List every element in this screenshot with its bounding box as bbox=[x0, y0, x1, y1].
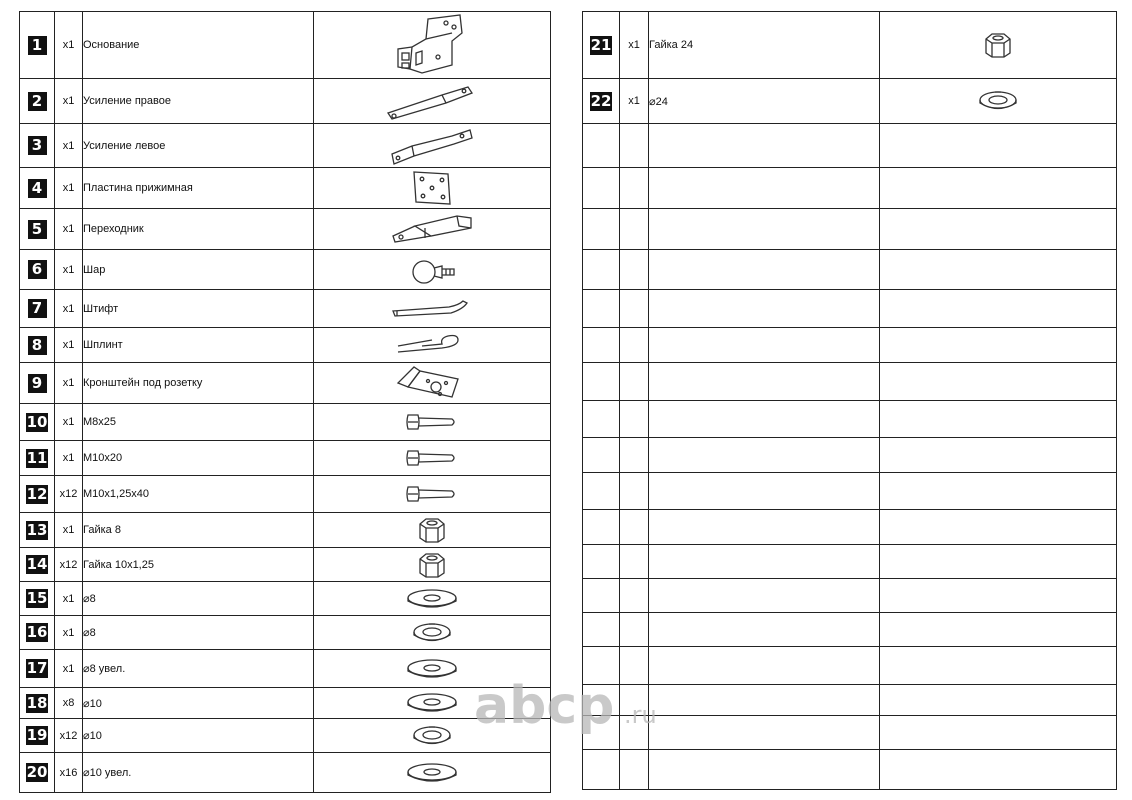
part-name-cell: M10x20 bbox=[83, 441, 314, 476]
table-row bbox=[583, 401, 1117, 438]
table-row bbox=[20, 582, 551, 616]
table-row bbox=[583, 438, 1117, 473]
part-name-cell bbox=[649, 290, 880, 328]
part-number-cell bbox=[20, 753, 55, 793]
part-name-cell: Гайка 8 bbox=[83, 513, 314, 548]
abcp-watermark bbox=[472, 675, 677, 735]
part-name-cell bbox=[649, 250, 880, 290]
part-name-cell: ⌀10 bbox=[83, 719, 314, 753]
part-number-cell bbox=[20, 616, 55, 650]
part-number-cell bbox=[583, 250, 620, 290]
part-number-cell bbox=[20, 328, 55, 363]
quantity-cell: x1 bbox=[55, 404, 83, 441]
part-name-cell: Штифт bbox=[83, 290, 314, 328]
part-name-cell: Усиление правое bbox=[83, 79, 314, 124]
quantity-cell bbox=[620, 579, 649, 613]
part-number-badge: 20 bbox=[26, 763, 48, 781]
part-name-cell: Основание bbox=[83, 12, 314, 79]
quantity-cell bbox=[620, 510, 649, 545]
part-image-cell bbox=[314, 124, 551, 168]
table-row bbox=[20, 476, 551, 513]
table-row bbox=[20, 12, 551, 79]
part-number-badge: 21 bbox=[590, 35, 612, 54]
quantity-cell: x1 bbox=[55, 441, 83, 476]
part-name-cell bbox=[649, 510, 880, 545]
part-name-cell bbox=[649, 579, 880, 613]
part-image-cell bbox=[880, 12, 1117, 79]
table-row bbox=[583, 250, 1117, 290]
part-image-cell bbox=[880, 363, 1117, 401]
bolt-icon bbox=[402, 449, 462, 466]
table-row bbox=[583, 613, 1117, 647]
part-image-cell bbox=[314, 79, 551, 124]
part-name-cell: ⌀10 bbox=[83, 688, 314, 719]
part-number-cell bbox=[20, 404, 55, 441]
part-number-badge: 12 bbox=[26, 484, 48, 503]
part-number-cell bbox=[20, 513, 55, 548]
part-image-cell bbox=[880, 250, 1117, 290]
quantity-cell: x12 bbox=[55, 548, 83, 582]
table-row bbox=[583, 12, 1117, 79]
part-number-badge: 15 bbox=[26, 589, 48, 607]
part-image-cell bbox=[314, 363, 551, 404]
part-name-cell bbox=[649, 750, 880, 790]
part-number-badge: 14 bbox=[26, 555, 48, 573]
part-image-cell bbox=[880, 124, 1117, 168]
part-number-cell bbox=[583, 168, 620, 209]
table-row bbox=[20, 688, 551, 719]
quantity-cell bbox=[620, 328, 649, 363]
table-row bbox=[583, 328, 1117, 363]
part-image-cell bbox=[880, 579, 1117, 613]
watermark-suffix: .ru bbox=[624, 701, 657, 729]
part-name-cell bbox=[649, 716, 880, 750]
part-number-cell bbox=[20, 441, 55, 476]
table-row bbox=[583, 79, 1117, 124]
part-number-cell bbox=[20, 250, 55, 290]
part-number-badge: 10 bbox=[26, 412, 48, 431]
table-row bbox=[20, 441, 551, 476]
flat-washer-icon bbox=[402, 590, 462, 607]
part-image-cell bbox=[880, 328, 1117, 363]
part-number-cell bbox=[20, 209, 55, 250]
quantity-cell bbox=[620, 613, 649, 647]
part-name-cell bbox=[649, 545, 880, 579]
part-number-cell bbox=[583, 79, 620, 124]
clamping-plate-icon bbox=[402, 179, 462, 196]
part-name-cell: ⌀8 bbox=[83, 582, 314, 616]
table-row bbox=[583, 510, 1117, 545]
part-name-cell: Кронштейн под розетку bbox=[83, 363, 314, 404]
quantity-cell: x1 bbox=[55, 209, 83, 250]
part-image-cell bbox=[314, 404, 551, 441]
part-name-cell: ⌀10 увел. bbox=[83, 753, 314, 793]
quantity-cell: x1 bbox=[55, 290, 83, 328]
table-row bbox=[20, 124, 551, 168]
part-image-cell bbox=[314, 753, 551, 793]
table-row bbox=[20, 404, 551, 441]
part-image-cell bbox=[314, 250, 551, 290]
quantity-cell: x1 bbox=[55, 168, 83, 209]
part-number-cell bbox=[20, 168, 55, 209]
part-image-cell bbox=[314, 209, 551, 250]
part-number-cell bbox=[583, 613, 620, 647]
part-number-cell bbox=[20, 582, 55, 616]
part-image-cell bbox=[880, 473, 1117, 510]
part-number-badge: 17 bbox=[26, 659, 48, 677]
table-row bbox=[20, 616, 551, 650]
table-row bbox=[20, 548, 551, 582]
part-name-cell bbox=[649, 401, 880, 438]
quantity-cell: x1 bbox=[55, 582, 83, 616]
part-image-cell bbox=[880, 438, 1117, 473]
part-image-cell bbox=[880, 647, 1117, 685]
part-number-cell bbox=[583, 579, 620, 613]
quantity-cell: x1 bbox=[55, 363, 83, 404]
nut-icon bbox=[978, 36, 1018, 53]
right-reinforcement-icon bbox=[382, 92, 482, 109]
part-number-cell bbox=[583, 124, 620, 168]
part-image-cell bbox=[880, 168, 1117, 209]
quantity-cell bbox=[620, 545, 649, 579]
part-number-cell bbox=[583, 363, 620, 401]
part-image-cell bbox=[314, 616, 551, 650]
table-row bbox=[20, 513, 551, 548]
part-number-badge: 8 bbox=[28, 336, 47, 355]
part-name-cell: Шплинт bbox=[83, 328, 314, 363]
part-number-badge: 9 bbox=[28, 374, 47, 393]
part-image-cell bbox=[880, 613, 1117, 647]
part-name-cell: Гайка 24 bbox=[649, 12, 880, 79]
part-name-cell: M10x1,25x40 bbox=[83, 476, 314, 513]
quantity-cell bbox=[620, 438, 649, 473]
quantity-cell: x1 bbox=[55, 328, 83, 363]
table-row bbox=[583, 363, 1117, 401]
table-row bbox=[583, 473, 1117, 510]
table-row bbox=[20, 753, 551, 793]
part-number-badge: 4 bbox=[28, 179, 47, 198]
bolt-icon bbox=[402, 413, 462, 430]
part-number-badge: 2 bbox=[28, 92, 47, 111]
part-name-cell bbox=[649, 124, 880, 168]
part-number-cell bbox=[583, 473, 620, 510]
parts-table-right bbox=[582, 11, 1117, 790]
part-number-badge: 22 bbox=[590, 91, 612, 110]
part-number-cell bbox=[20, 688, 55, 719]
base-bracket-icon bbox=[382, 36, 482, 53]
part-image-cell bbox=[314, 290, 551, 328]
part-image-cell bbox=[880, 716, 1117, 750]
part-name-cell: Усиление левое bbox=[83, 124, 314, 168]
quantity-cell: x1 bbox=[55, 250, 83, 290]
socket-bracket-icon bbox=[392, 374, 472, 391]
table-row bbox=[20, 209, 551, 250]
quantity-cell: x1 bbox=[55, 124, 83, 168]
part-number-badge: 13 bbox=[26, 520, 48, 539]
part-name-cell bbox=[649, 647, 880, 685]
part-name-cell bbox=[649, 613, 880, 647]
part-number-cell bbox=[583, 545, 620, 579]
part-number-badge: 16 bbox=[26, 623, 48, 641]
part-number-cell bbox=[583, 12, 620, 79]
part-number-cell bbox=[20, 476, 55, 513]
part-number-cell bbox=[583, 328, 620, 363]
part-image-cell bbox=[880, 290, 1117, 328]
table-row bbox=[20, 363, 551, 404]
table-row bbox=[583, 290, 1117, 328]
quantity-cell: x1 bbox=[55, 650, 83, 688]
part-number-cell bbox=[583, 510, 620, 545]
quantity-cell bbox=[620, 290, 649, 328]
quantity-cell: x1 bbox=[55, 513, 83, 548]
table-row bbox=[20, 250, 551, 290]
spring-washer-icon bbox=[407, 624, 457, 641]
quantity-cell bbox=[620, 209, 649, 250]
left-reinforcement-icon bbox=[382, 137, 482, 154]
table-row bbox=[583, 124, 1117, 168]
quantity-cell: x1 bbox=[620, 12, 649, 79]
part-image-cell bbox=[880, 685, 1117, 716]
table-row bbox=[583, 209, 1117, 250]
part-number-cell bbox=[20, 719, 55, 753]
part-image-cell bbox=[314, 441, 551, 476]
table-row bbox=[20, 650, 551, 688]
nut-icon bbox=[412, 521, 452, 538]
part-number-cell bbox=[20, 548, 55, 582]
table-row bbox=[20, 168, 551, 209]
part-number-badge: 11 bbox=[26, 448, 48, 467]
part-image-cell bbox=[880, 79, 1117, 124]
part-image-cell bbox=[880, 209, 1117, 250]
quantity-cell: x1 bbox=[55, 616, 83, 650]
quantity-cell: x12 bbox=[55, 719, 83, 753]
part-name-cell bbox=[649, 209, 880, 250]
part-number-cell bbox=[583, 750, 620, 790]
part-number-badge: 19 bbox=[26, 726, 48, 744]
part-number-cell bbox=[583, 209, 620, 250]
adapter-icon bbox=[387, 220, 477, 237]
part-image-cell bbox=[880, 401, 1117, 438]
part-image-cell bbox=[880, 750, 1117, 790]
part-image-cell bbox=[314, 328, 551, 363]
quantity-cell bbox=[620, 401, 649, 438]
quantity-cell bbox=[620, 124, 649, 168]
part-name-cell bbox=[649, 473, 880, 510]
part-number-cell bbox=[20, 650, 55, 688]
table-row bbox=[583, 750, 1117, 790]
part-name-cell: Переходник bbox=[83, 209, 314, 250]
quantity-cell: x12 bbox=[55, 476, 83, 513]
part-image-cell bbox=[314, 476, 551, 513]
part-name-cell bbox=[649, 168, 880, 209]
quantity-cell: x16 bbox=[55, 753, 83, 793]
part-name-cell: Пластина прижимная bbox=[83, 168, 314, 209]
part-image-cell bbox=[314, 168, 551, 209]
part-number-cell bbox=[20, 124, 55, 168]
quantity-cell: x1 bbox=[55, 12, 83, 79]
quantity-cell bbox=[620, 473, 649, 510]
flat-washer-icon bbox=[402, 694, 462, 711]
part-number-cell bbox=[20, 12, 55, 79]
part-name-cell: ⌀24 bbox=[649, 79, 880, 124]
bolt-icon bbox=[402, 485, 462, 502]
part-number-cell bbox=[583, 438, 620, 473]
part-name-cell: Гайка 10x1,25 bbox=[83, 548, 314, 582]
part-name-cell bbox=[649, 685, 880, 716]
part-image-cell bbox=[314, 513, 551, 548]
cotter-pin-icon bbox=[392, 336, 472, 353]
part-name-cell: M8x25 bbox=[83, 404, 314, 441]
table-row bbox=[20, 328, 551, 363]
part-number-badge: 18 bbox=[26, 693, 48, 712]
part-image-cell bbox=[314, 12, 551, 79]
quantity-cell bbox=[620, 363, 649, 401]
nut-icon bbox=[412, 556, 452, 573]
part-number-cell bbox=[583, 401, 620, 438]
watermark-brand: abcp bbox=[474, 676, 615, 735]
part-name-cell bbox=[649, 363, 880, 401]
part-number-badge: 5 bbox=[28, 220, 47, 239]
part-number-cell bbox=[20, 290, 55, 328]
quantity-cell bbox=[620, 750, 649, 790]
part-image-cell bbox=[880, 510, 1117, 545]
spring-washer-icon bbox=[973, 92, 1023, 109]
pin-icon bbox=[387, 300, 477, 317]
spring-washer-icon bbox=[407, 727, 457, 744]
part-image-cell bbox=[314, 582, 551, 616]
table-row bbox=[20, 79, 551, 124]
quantity-cell: x1 bbox=[55, 79, 83, 124]
part-number-cell bbox=[583, 290, 620, 328]
table-row bbox=[20, 719, 551, 753]
quantity-cell bbox=[620, 168, 649, 209]
part-image-cell bbox=[880, 545, 1117, 579]
flat-washer-icon bbox=[402, 660, 462, 677]
part-image-cell bbox=[314, 548, 551, 582]
part-number-cell bbox=[20, 363, 55, 404]
part-name-cell bbox=[649, 438, 880, 473]
part-name-cell: ⌀8 bbox=[83, 616, 314, 650]
part-number-cell bbox=[20, 79, 55, 124]
table-row bbox=[583, 579, 1117, 613]
table-row bbox=[583, 168, 1117, 209]
tow-ball-icon bbox=[402, 261, 462, 278]
part-name-cell bbox=[649, 328, 880, 363]
quantity-cell: x8 bbox=[55, 688, 83, 719]
part-number-badge: 1 bbox=[28, 36, 47, 55]
part-name-cell: ⌀8 увел. bbox=[83, 650, 314, 688]
quantity-cell bbox=[620, 250, 649, 290]
quantity-cell: x1 bbox=[620, 79, 649, 124]
table-row bbox=[583, 545, 1117, 579]
part-number-badge: 3 bbox=[28, 136, 47, 155]
flat-washer-icon bbox=[402, 764, 462, 781]
part-number-badge: 7 bbox=[28, 299, 47, 318]
part-number-badge: 6 bbox=[28, 260, 47, 279]
table-row bbox=[20, 290, 551, 328]
part-name-cell: Шар bbox=[83, 250, 314, 290]
